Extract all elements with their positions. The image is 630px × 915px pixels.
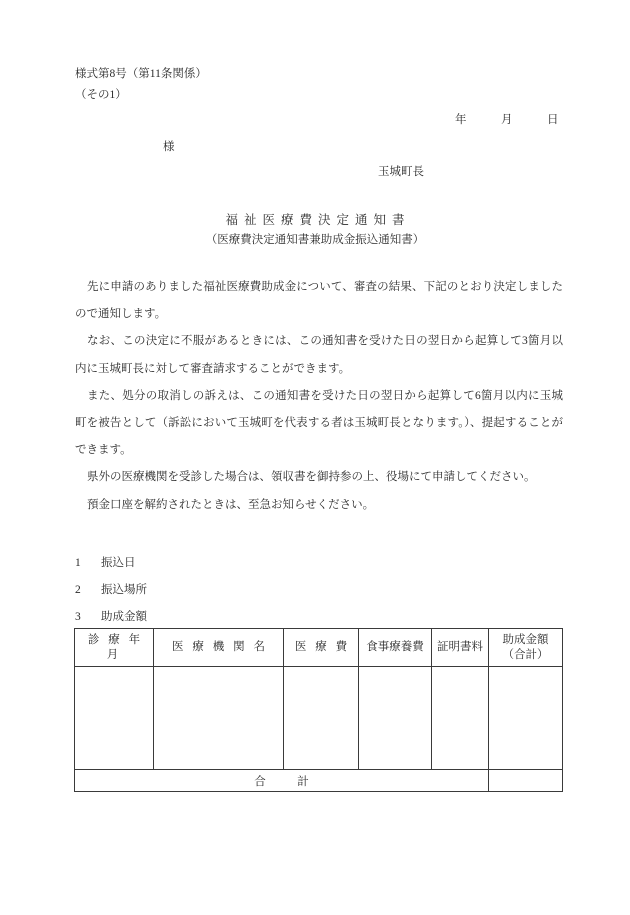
table-footer — [75, 770, 563, 792]
list-item — [75, 577, 147, 604]
list-item-index: 3 — [75, 611, 81, 624]
document-subtitle: （医療費決定通知書兼助成金振込通知書） — [205, 234, 425, 246]
column-header-medical-cost: 医 療 費 — [284, 629, 359, 667]
column-header-institution-name: 医 療 機 関 名 — [154, 629, 284, 667]
column-header-grant-amount-line1: 助成金額 — [502, 633, 549, 646]
form-number: 様式第8号（第11条関係） — [75, 68, 207, 80]
table-header-row — [75, 629, 563, 667]
column-header-grant-amount-line2: （合計） — [502, 648, 549, 661]
column-header-grant-amount — [489, 629, 563, 667]
list-item-label: 振込日 — [101, 557, 136, 569]
paragraph-2: なお、この決定に不服があるときには、この通知書を受けた日の翌日から起算して3箇月以内に玉城町長に対して審査請求することができます。 — [75, 335, 563, 375]
cell-medical-cost[interactable] — [284, 667, 359, 770]
paragraph-3: また、処分の取消しの訴えは、この通知書を受けた日の翌日から起算して6箇月以内に玉城町を被告として（訴訟において玉城町を代表する者は玉城町長となります。）、提起することができます。 — [75, 389, 563, 457]
total-value[interactable] — [489, 770, 563, 792]
date-line: 年 月 日 — [455, 114, 559, 126]
list-item-index: 2 — [75, 584, 81, 597]
table-total-row — [75, 770, 563, 792]
list-item-index: 1 — [75, 557, 81, 569]
document-title: 福祉医療費決定通知書 — [225, 213, 411, 227]
table-row — [75, 667, 563, 770]
table-header — [75, 629, 563, 667]
total-label: 合 計 — [75, 770, 489, 792]
body-text — [75, 274, 563, 519]
grant-amount-table — [74, 628, 563, 792]
column-header-certificate-fee: 証明書料 — [432, 629, 489, 667]
cell-meal-care-cost[interactable] — [359, 667, 432, 770]
numbered-item-list — [75, 550, 147, 632]
column-header-meal-care-cost: 食事療養費 — [359, 629, 432, 667]
cell-certificate-fee[interactable] — [432, 667, 489, 770]
list-item-label: 助成金額 — [101, 611, 147, 624]
list-item — [75, 550, 147, 577]
list-item-label: 振込場所 — [101, 584, 147, 597]
cell-treatment-month[interactable] — [75, 667, 154, 770]
addressee-honorific: 様 — [163, 141, 175, 153]
form-sub-number: （その1） — [75, 89, 127, 101]
issuer-name: 玉城町長 — [378, 166, 424, 178]
table-body — [75, 667, 563, 770]
cell-institution-name[interactable] — [154, 667, 284, 770]
column-header-treatment-month: 診 療 年 月 — [75, 629, 154, 667]
paragraph-4: 県外の医療機関を受診した場合は、領収書を御持参の上、役場にて申請してください。 — [87, 471, 536, 484]
paragraph-1: 先に申請のありました福祉医療費助成金について、審査の結果、下記のとおり決定しましたので通知します。 — [75, 281, 563, 321]
paragraph-5: 預金口座を解約されたときは、至急お知らせください。 — [87, 498, 375, 511]
cell-grant-amount[interactable] — [489, 667, 563, 770]
